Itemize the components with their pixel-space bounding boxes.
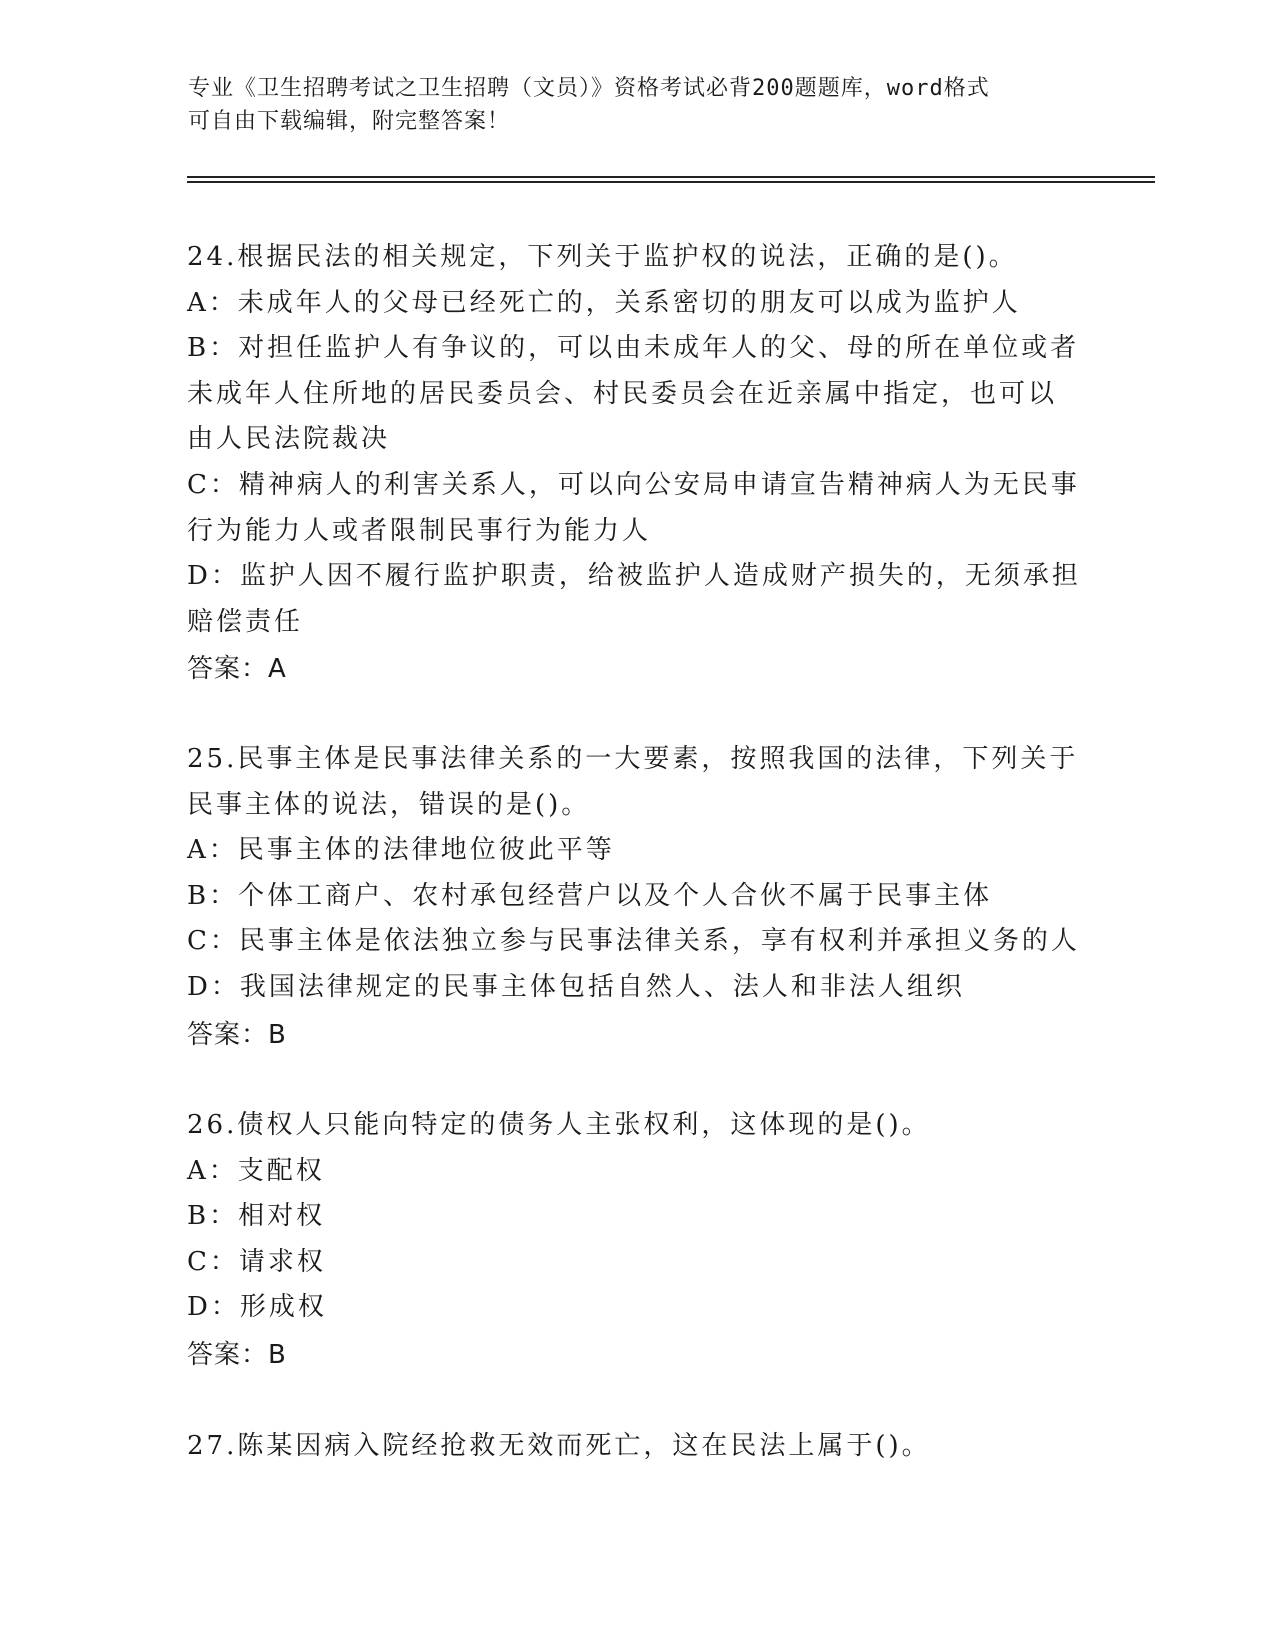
option-b-continued: 由人民法院裁决	[187, 424, 391, 455]
option-d: D：形成权	[187, 1292, 327, 1323]
question-27	[187, 1424, 1087, 1470]
option-d: D：监护人因不履行监护职责，给被监护人造成财产损失的，无须承担	[187, 561, 1081, 592]
option-a: A：支配权	[187, 1155, 325, 1186]
option-b: B：对担任监护人有争议的，可以由未成年人的父、母的所在单位或者	[187, 333, 1080, 364]
question-stem: 26.债权人只能向特定的债务人主张权利，这体现的是()。	[187, 1110, 931, 1140]
question-stem-continued: 民事主体的说法，错误的是()。	[187, 789, 591, 820]
option-a: A：民事主体的法律地位彼此平等	[187, 835, 615, 866]
option-a: A：未成年人的父母已经死亡的，关系密切的朋友可以成为监护人	[187, 287, 1021, 318]
answer-label: 答案：B	[187, 1339, 287, 1370]
option-b-continued: 未成年人住所地的居民委员会、村民委员会在近亲属中指定，也可以	[187, 378, 1058, 409]
question-25	[187, 737, 1087, 1058]
page-header	[188, 72, 1068, 138]
option-d: D：我国法律规定的民事主体包括自然人、法人和非法人组织	[187, 971, 965, 1002]
question-24	[187, 235, 1087, 693]
option-c: C：请求权	[187, 1246, 326, 1277]
option-c-continued: 行为能力人或者限制民事行为能力人	[187, 515, 652, 546]
option-d-continued: 赔偿责任	[187, 606, 304, 637]
question-stem: 27.陈某因病入院经抢救无效而死亡，这在民法上属于()。	[187, 1431, 931, 1461]
option-b: B：个体工商户、农村承包经营户以及个人合伙不属于民事主体	[187, 880, 993, 911]
option-c: C：精神病人的利害关系人，可以向公安局申请宣告精神病人为无民事	[187, 469, 1080, 500]
option-b: B：相对权	[187, 1201, 326, 1232]
question-26	[187, 1103, 1087, 1379]
header-line-1: 专业《卫生招聘考试之卫生招聘（文员）》资格考试必背200题题库，word格式	[188, 76, 990, 101]
answer-label: 答案：B	[187, 1019, 287, 1050]
option-c: C：民事主体是依法独立参与民事法律关系，享有权利并承担义务的人	[187, 926, 1080, 957]
header-line-2: 可自由下载编辑，附完整答案！	[188, 109, 511, 134]
question-stem: 24.根据民法的相关规定，下列关于监护权的说法，正确的是()。	[187, 242, 1018, 272]
answer-label: 答案：A	[187, 654, 287, 685]
header-double-rule	[187, 176, 1155, 178]
question-stem: 25.民事主体是民事法律关系的一大要素，按照我国的法律，下列关于	[187, 744, 1079, 774]
